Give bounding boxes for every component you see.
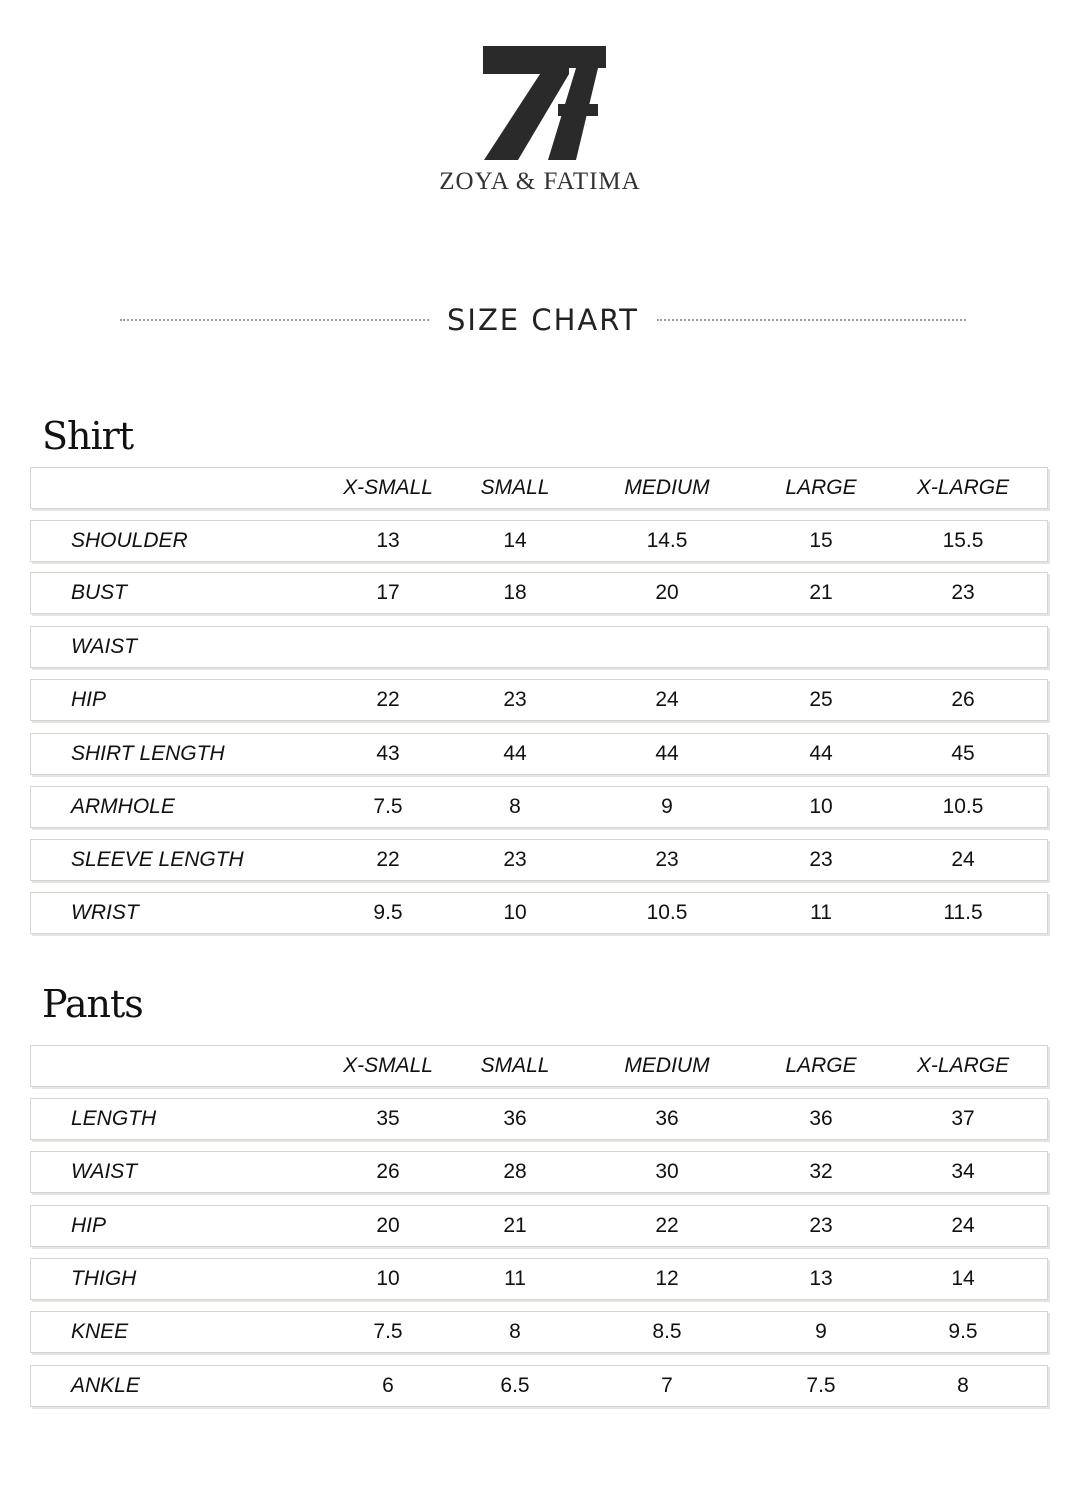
table-row <box>30 1365 1048 1407</box>
measurement-value: 10 <box>376 1267 400 1290</box>
measurement-value: 24 <box>655 688 679 711</box>
measurement-value <box>771 627 871 667</box>
left-dotted-rule <box>120 319 429 321</box>
size-column-header: X-LARGE <box>916 476 1010 499</box>
measurement-value: 44 <box>809 742 833 765</box>
measurement-label: SHOULDER <box>71 529 188 552</box>
measurement-value: 45 <box>951 742 975 765</box>
measurement-value: 6 <box>382 1374 394 1397</box>
measurement-value: 8.5 <box>652 1320 682 1343</box>
measurement-value: 26 <box>951 688 975 711</box>
measurement-value: 7.5 <box>373 1320 403 1343</box>
measurement-value: 36 <box>809 1107 833 1130</box>
size-column-header: X-SMALL <box>343 1054 433 1077</box>
measurement-value: 11.5 <box>943 901 983 924</box>
measurement-label: WRIST <box>71 901 139 924</box>
measurement-value: 14 <box>503 529 527 552</box>
table-row <box>30 786 1048 828</box>
brand-logo <box>478 42 610 164</box>
measurement-label: BUST <box>71 581 128 604</box>
measurement-label: KNEE <box>71 1320 129 1343</box>
size-column-header: MEDIUM <box>624 1054 710 1077</box>
shirt-heading: Shirt <box>42 414 134 458</box>
table-row <box>30 1205 1048 1247</box>
measurement-value: 6.5 <box>500 1374 530 1397</box>
measurement-label: SLEEVE LENGTH <box>71 848 244 871</box>
size-column-header: LARGE <box>785 476 857 499</box>
measurement-value: 8 <box>509 1320 521 1343</box>
measurement-label: HIP <box>71 1214 107 1237</box>
table-header-row <box>30 1045 1048 1087</box>
measurement-label: ANKLE <box>71 1374 140 1397</box>
pants-heading: Pants <box>42 982 143 1026</box>
measurement-value <box>913 627 1013 667</box>
size-column-header: SMALL <box>480 476 550 499</box>
table-row <box>30 572 1048 614</box>
measurement-label: ARMHOLE <box>71 795 175 818</box>
brand-name: ZOYA & FATIMA <box>439 168 641 195</box>
measurement-value: 17 <box>376 581 400 604</box>
measurement-value: 21 <box>809 581 833 604</box>
measurement-value: 23 <box>809 848 833 871</box>
size-column-header: X-SMALL <box>343 476 433 499</box>
page-title: SIZE CHART <box>446 303 640 337</box>
measurement-value: 44 <box>655 742 679 765</box>
measurement-value: 9.5 <box>373 901 403 924</box>
measurement-value: 35 <box>376 1107 400 1130</box>
measurement-value: 14 <box>951 1267 975 1290</box>
measurement-value: 43 <box>376 742 400 765</box>
measurement-value: 22 <box>376 848 400 871</box>
measurement-value: 26 <box>376 1160 400 1183</box>
measurement-value: 22 <box>655 1214 679 1237</box>
measurement-value: 15 <box>809 529 833 552</box>
measurement-label: WAIST <box>71 1160 138 1183</box>
measurement-value: 10.5 <box>646 901 688 924</box>
measurement-value: 9 <box>661 795 673 818</box>
size-column-header: MEDIUM <box>624 476 710 499</box>
measurement-value: 20 <box>376 1214 400 1237</box>
measurement-value: 30 <box>655 1160 679 1183</box>
measurement-value: 9 <box>815 1320 827 1343</box>
measurement-value <box>617 627 717 667</box>
measurement-label: WAIST <box>71 635 138 658</box>
measurement-label: THIGH <box>71 1267 137 1290</box>
table-row <box>30 626 1048 668</box>
table-row <box>30 1258 1048 1300</box>
measurement-value: 9.5 <box>948 1320 978 1343</box>
measurement-value: 23 <box>655 848 679 871</box>
measurement-value: 23 <box>503 848 527 871</box>
measurement-value: 7.5 <box>373 795 403 818</box>
measurement-value: 7.5 <box>806 1374 836 1397</box>
measurement-value: 8 <box>957 1374 969 1397</box>
table-row <box>30 520 1048 562</box>
measurement-label: LENGTH <box>71 1107 157 1130</box>
table-row <box>30 1098 1048 1140</box>
measurement-value: 23 <box>951 581 975 604</box>
measurement-value <box>465 627 565 667</box>
table-row <box>30 733 1048 775</box>
table-row <box>30 1311 1048 1353</box>
measurement-value: 7 <box>661 1374 673 1397</box>
measurement-value: 11 <box>810 901 832 924</box>
measurement-value: 21 <box>503 1214 527 1237</box>
table-header-row <box>30 467 1048 509</box>
measurement-value: 11 <box>504 1267 526 1290</box>
size-column-header: X-LARGE <box>916 1054 1010 1077</box>
measurement-value: 36 <box>503 1107 527 1130</box>
measurement-value: 34 <box>951 1160 975 1183</box>
measurement-value: 10.5 <box>942 795 984 818</box>
measurement-value: 44 <box>503 742 527 765</box>
measurement-value: 10 <box>503 901 527 924</box>
measurement-value <box>338 627 438 667</box>
size-column-header: SMALL <box>480 1054 550 1077</box>
size-column-header: LARGE <box>785 1054 857 1077</box>
measurement-value: 20 <box>655 581 679 604</box>
measurement-value: 12 <box>655 1267 679 1290</box>
measurement-value: 18 <box>503 581 527 604</box>
measurement-value: 24 <box>951 1214 975 1237</box>
measurement-value: 13 <box>376 529 400 552</box>
measurement-value: 37 <box>951 1107 975 1130</box>
measurement-value: 10 <box>809 795 833 818</box>
measurement-value: 24 <box>951 848 975 871</box>
measurement-value: 8 <box>509 795 521 818</box>
size-chart-title-row <box>120 300 966 340</box>
measurement-value: 23 <box>809 1214 833 1237</box>
measurement-label: SHIRT LENGTH <box>71 742 225 765</box>
measurement-value: 25 <box>809 688 833 711</box>
table-row <box>30 1151 1048 1193</box>
table-row <box>30 892 1048 934</box>
measurement-value: 36 <box>655 1107 679 1130</box>
right-dotted-rule <box>657 319 966 321</box>
measurement-value: 22 <box>376 688 400 711</box>
measurement-value: 32 <box>809 1160 833 1183</box>
measurement-label: HIP <box>71 688 107 711</box>
measurement-value: 23 <box>503 688 527 711</box>
measurement-value: 13 <box>809 1267 833 1290</box>
measurement-value: 14.5 <box>646 529 688 552</box>
measurement-value: 28 <box>503 1160 527 1183</box>
table-row <box>30 679 1048 721</box>
table-row <box>30 839 1048 881</box>
measurement-value: 15.5 <box>942 529 984 552</box>
